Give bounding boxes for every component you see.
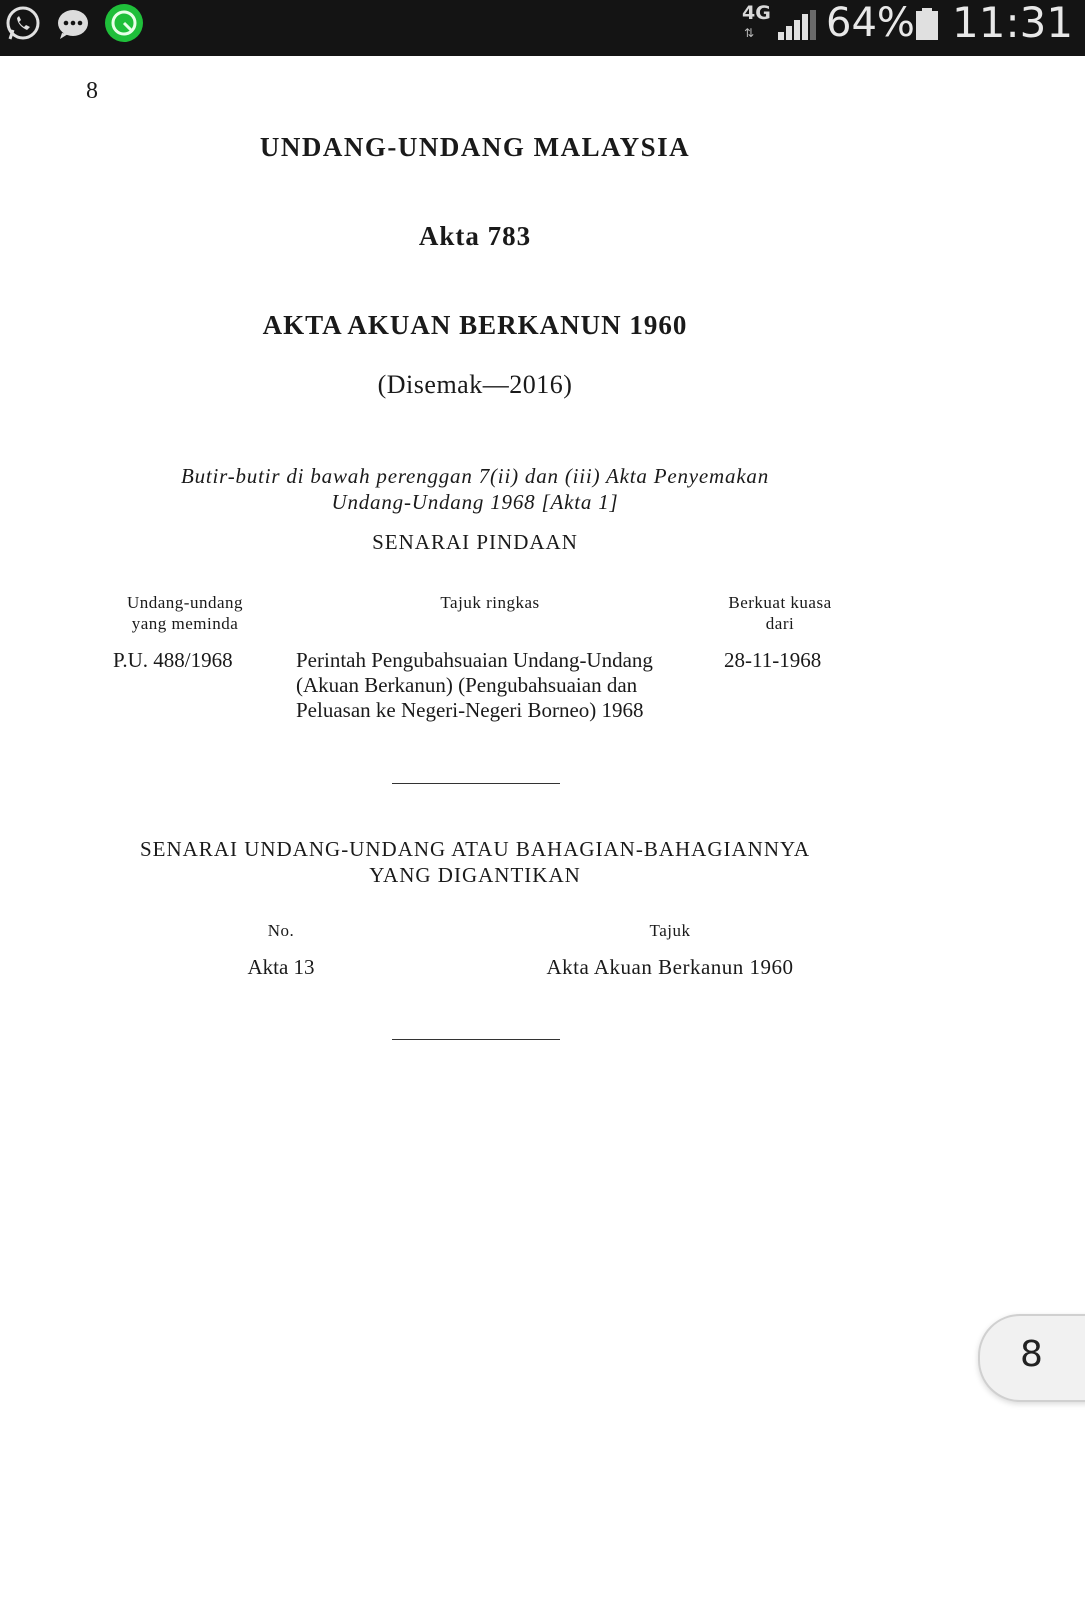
battery-icon bbox=[916, 8, 938, 40]
revision-details-note bbox=[0, 463, 950, 515]
network-type: 4G bbox=[742, 2, 771, 24]
col-header-line: Undang-undang bbox=[126, 593, 244, 612]
network-arrows-icon: ⇅ bbox=[744, 26, 755, 40]
act-name: AKTA AKUAN BERKANUN 1960 bbox=[262, 310, 688, 340]
chat-icon bbox=[56, 7, 90, 41]
heading-line: YANG DIGANTIKAN bbox=[369, 863, 581, 887]
document-title: UNDANG-UNDANG MALAYSIA bbox=[259, 132, 691, 162]
replaced-law-title: Akta Akuan Berkanun 1960 bbox=[546, 955, 794, 979]
short-title-line: Perintah Pengubahsuaian Undang-Undang bbox=[296, 648, 653, 672]
heading-line: SENARAI UNDANG-UNDANG ATAU BAHAGIAN-BAHAGIANNYA bbox=[139, 837, 811, 861]
page-indicator-number: 8 bbox=[1020, 1334, 1043, 1375]
col-header-no: No. bbox=[267, 921, 295, 940]
section-divider bbox=[392, 1039, 560, 1040]
whatsapp-icon bbox=[4, 5, 42, 43]
col-header-title: Tajuk bbox=[649, 921, 691, 940]
amendments-heading: SENARAI PINDAAN bbox=[372, 530, 578, 554]
signal-icon bbox=[778, 10, 816, 40]
col-header-effective-from bbox=[705, 592, 855, 634]
replaced-law-no: Akta 13 bbox=[247, 955, 315, 979]
act-number: Akta 783 bbox=[418, 221, 532, 251]
col-header-line: Berkuat kuasa bbox=[728, 593, 832, 612]
clock: 11:31 bbox=[952, 0, 1074, 47]
note-line-1: Butir-butir di bawah perenggan 7(ii) dan (iii) Akta Penyemakan bbox=[180, 464, 770, 488]
document-page-number: 8 bbox=[86, 78, 98, 104]
short-title-line: (Akuan Berkanun) (Pengubahsuaian dan bbox=[296, 673, 638, 697]
page-indicator-button[interactable] bbox=[978, 1314, 1085, 1402]
note-line-2: Undang-Undang 1968 [Akta 1] bbox=[331, 490, 619, 514]
col-header-amending-law bbox=[105, 592, 265, 634]
effective-date: 28-11-1968 bbox=[724, 648, 822, 672]
col-header-short-title: Tajuk ringkas bbox=[440, 593, 540, 612]
replaced-laws-heading bbox=[0, 836, 950, 888]
amending-law: P.U. 488/1968 bbox=[113, 648, 233, 672]
app-icon bbox=[104, 3, 144, 43]
revision-note: (Disemak—2016) bbox=[377, 370, 573, 399]
short-title bbox=[296, 648, 653, 723]
col-header-line: yang meminda bbox=[131, 614, 239, 633]
battery-percent: 64% bbox=[826, 0, 915, 46]
status-bar bbox=[0, 0, 1085, 56]
section-divider bbox=[392, 783, 560, 784]
short-title-line: Peluasan ke Negeri-Negeri Borneo) 1968 bbox=[296, 698, 644, 722]
col-header-line: dari bbox=[765, 614, 795, 633]
